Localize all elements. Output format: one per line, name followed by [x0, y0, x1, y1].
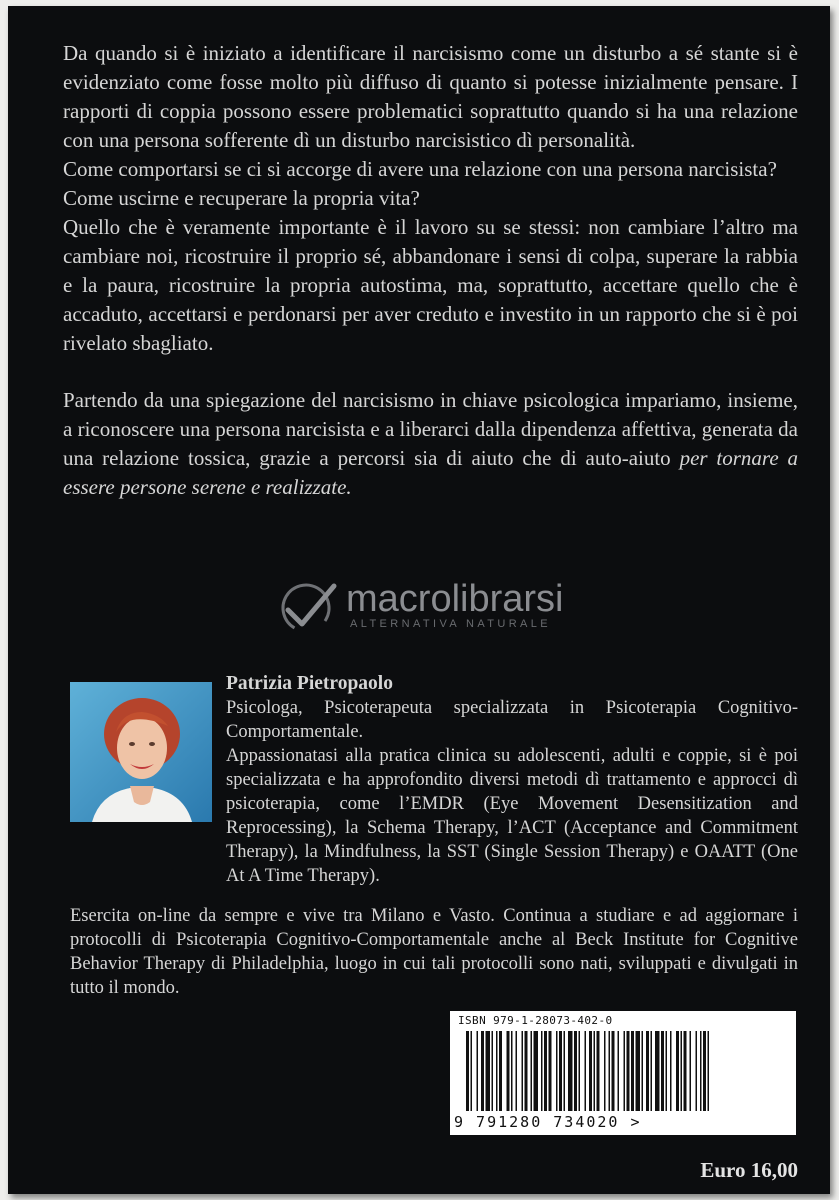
checkmark-leaf-icon: [278, 580, 340, 634]
author-name: Patrizia Pietropaolo: [226, 673, 393, 694]
author-bio-paragraph-3: Esercita on-line da sempre e vive tra Milano e Vasto. Continua a studiare e ad aggiornare i protocolli di Psicoterapia Cognitivo-Comportamentale anche al Beck Institute for Cognitive Behavior Therapy di Philadelphia, luogo in cui tali protocolli sono nati, sviluppati e divulgati in tutto il mondo.: [70, 906, 798, 998]
author-bio-continued: [70, 904, 798, 1000]
isbn-label: ISBN 979-1-28073-402-0: [458, 1014, 613, 1027]
price-label: Euro 16,00: [700, 1158, 798, 1182]
blurb-paragraph-1: Da quando si è iniziato a identificare il narcisismo come un disturbo a sé stante si è evidenziato come fosse molto più diffuso di quanto si potesse inizialmente pensare. I rapporti di coppia possono essere problematici soprattutto quando si ha una relazione con una persona sofferente dì un disturbo narcisistico dì personalità.: [63, 41, 798, 152]
blurb-paragraph-5-italic: per tornare a essere persone serene e realizzate.: [63, 446, 799, 499]
blurb-paragraph-5-text: Partendo da una spiegazione del narcisismo in chiave psicologica impariamo, insieme, a riconoscere una persona narcisista e a liberarci dalla dipendenza affettiva, generata da una relazione tossica, grazie a percorsi sia di aiuto che di auto-aiuto: [63, 388, 798, 470]
watermark-brand-name: macrolibrarsi: [346, 578, 564, 620]
watermark-logo: [278, 576, 588, 636]
author-bio: [226, 672, 798, 888]
blurb-paragraph-3: Come uscirne e recuperare la propria vita?: [63, 186, 420, 210]
blurb-text: [63, 39, 798, 502]
blurb-paragraph-2: Come comportarsi se ci si accorge di avere una relazione con una persona narcisista?: [63, 157, 777, 181]
watermark-tagline: ALTERNATIVA NATURALE: [350, 618, 552, 630]
isbn-barcode: [450, 1011, 796, 1135]
blurb-paragraph-5: [63, 386, 798, 502]
author-bio-paragraph-2: Appassionatasi alla pratica clinica su adolescenti, adulti e coppie, si è poi specializzata e ha approfondito diversi metodi dì trattamento e approcci dì psicoterapia, come l’EMDR (Eye Movement Desensitization and Reprocessing), la Schema Therapy, l’ACT (Acceptance and Commitment Therapy), la Mindfulness, la SST (Single Session Therapy) e OAATT (One At A Time Therapy).: [226, 746, 798, 886]
barcode-digits: 9 791280 734020 >: [454, 1113, 642, 1131]
book-back-cover: [8, 6, 830, 1194]
author-portrait-image: [70, 682, 212, 822]
barcode-bars: [462, 1031, 784, 1111]
blurb-paragraph-4: Quello che è veramente importante è il lavoro su se stessi: non cambiare l’altro ma cambiare noi, ricostruire il proprio sé, abbandonare i sensi di colpa, superare la rabbia e la paura, ricostruire la propria autostima, ma, soprattutto, accettare quello che è accaduto, accettarsi e perdonarsi per aver creduto e investito in un rapporto che si è poi rivelato sbagliato.: [63, 215, 798, 355]
author-photo: [70, 682, 212, 822]
author-bio-paragraph-1: Psicologa, Psicoterapeuta specializzata in Psicoterapia Cognitivo-Comportamentale.: [226, 698, 798, 742]
